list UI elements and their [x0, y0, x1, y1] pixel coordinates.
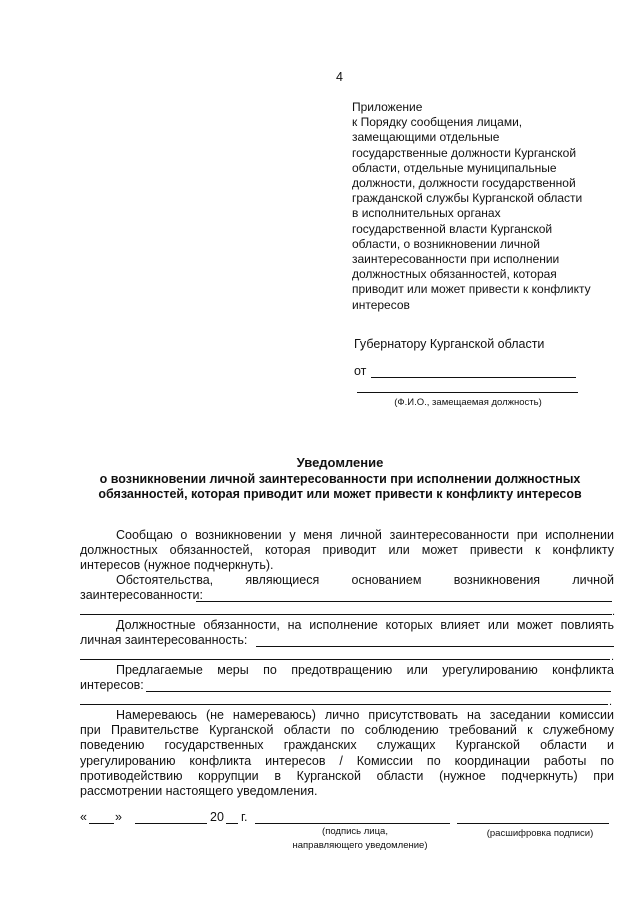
year-suffix: г. — [241, 810, 248, 824]
appendix-line: приводит или может привести к конфликту — [352, 282, 591, 297]
decode-caption: (расшифровка подписи) — [486, 828, 594, 839]
appendix-block — [352, 100, 614, 313]
from-row — [354, 364, 576, 380]
notice-subtitle-line: о возникновении личной заинтересованности при исполнении должностных — [99, 472, 581, 486]
paragraph-line: Намереваюсь (не намереваюсь) лично присутствовать на заседании комиссии — [116, 708, 614, 722]
date-month-blank[interactable] — [135, 823, 207, 824]
field-label: заинтересованности: — [80, 588, 203, 603]
appendix-line: государственной власти Курганской — [352, 221, 553, 236]
measures-blank-line[interactable] — [80, 704, 608, 705]
appendix-line: гражданской службы Курганской области — [352, 191, 583, 206]
line-end-dot: . — [611, 651, 615, 663]
duties-blank-line[interactable] — [256, 646, 614, 647]
measures-blank-line[interactable] — [146, 691, 611, 692]
appendix-line: замещающими отдельные — [352, 130, 500, 145]
fio-caption: (Ф.И.О., замещаемая должность) — [394, 397, 542, 408]
date-day-blank[interactable] — [89, 823, 114, 824]
fio-blank-line[interactable] — [357, 392, 578, 393]
from-blank-line[interactable] — [371, 377, 576, 378]
from-label: от — [354, 364, 367, 378]
year-prefix: 20 — [210, 810, 224, 824]
paragraph-line: поведению государственных гражданских служащих Курганской области и — [80, 738, 614, 753]
paragraph-line: Должностные обязанности, на исполнение которых влияет или может повлиять — [116, 618, 614, 632]
notice-title: Уведомление — [296, 455, 384, 470]
page-number: 4 — [336, 70, 343, 84]
appendix-line: заинтересованности при исполнении — [352, 252, 560, 267]
paragraph-line: урегулированию конфликта интересов / Комиссии по координации работы по — [80, 753, 614, 768]
appendix-heading: Приложение — [352, 100, 423, 114]
paragraph-report — [80, 528, 614, 574]
circumstances-blank-line[interactable] — [80, 614, 612, 615]
notice-subtitle-line: обязанностей, которая приводит или может привести к конфликту интересов — [98, 487, 582, 501]
paragraph-circumstances — [80, 573, 614, 603]
appendix-line: должностных обязанностей, которая — [352, 267, 557, 282]
paragraph-line: интересов (нужное подчеркнуть). — [80, 558, 274, 573]
signature-decode-blank-line[interactable] — [457, 823, 609, 824]
paragraph-attendance — [80, 708, 614, 799]
field-label: личная заинтересованность: — [80, 633, 248, 648]
line-end-dot: . — [612, 606, 616, 618]
appendix-line: к Порядку сообщения лицами, — [352, 115, 523, 130]
signature-blank-line[interactable] — [255, 823, 450, 824]
paragraph-line: Предлагаемые меры по предотвращению или урегулированию конфликта — [116, 663, 614, 677]
appendix-line: области, о возникновении личной — [352, 236, 540, 251]
paragraph-line: противодействию коррупции в Курганской области (нужное подчеркнуть) при — [80, 768, 614, 783]
circumstances-blank-line[interactable] — [196, 601, 612, 602]
field-label: интересов: — [80, 678, 144, 693]
paragraph-line: должностных обязанностей, которая приводит или может привести к конфликту — [80, 543, 614, 558]
signature-caption: направляющего уведомление) — [292, 840, 428, 851]
paragraph-line: при Правительстве Курганской области по соблюдению требований к служебному — [80, 723, 614, 738]
date-close-quote: » — [115, 810, 122, 824]
appendix-line: интересов — [352, 297, 410, 312]
paragraph-measures — [80, 663, 614, 693]
paragraph-line: Сообщаю о возникновении у меня личной заинтересованности при исполнении — [116, 528, 614, 542]
paragraph-line: рассмотрении настоящего уведомления. — [80, 784, 318, 799]
appendix-line: в исполнительных органах — [352, 206, 501, 221]
addressee: Губернатору Курганской области — [354, 337, 545, 351]
duties-blank-line[interactable] — [80, 659, 610, 660]
date-open-quote: « — [80, 810, 87, 824]
signature-caption: (подпись лица, — [322, 826, 388, 837]
appendix-line: области, отдельные муниципальные — [352, 160, 557, 175]
appendix-line: государственные должности Курганской — [352, 145, 577, 160]
paragraph-line: Обстоятельства, являющиеся основанием возникновения личной — [116, 573, 614, 587]
line-end-dot: . — [609, 696, 613, 708]
paragraph-duties — [80, 618, 614, 648]
appendix-line: должности, должности государственной — [352, 176, 576, 191]
year-blank[interactable] — [226, 823, 238, 824]
